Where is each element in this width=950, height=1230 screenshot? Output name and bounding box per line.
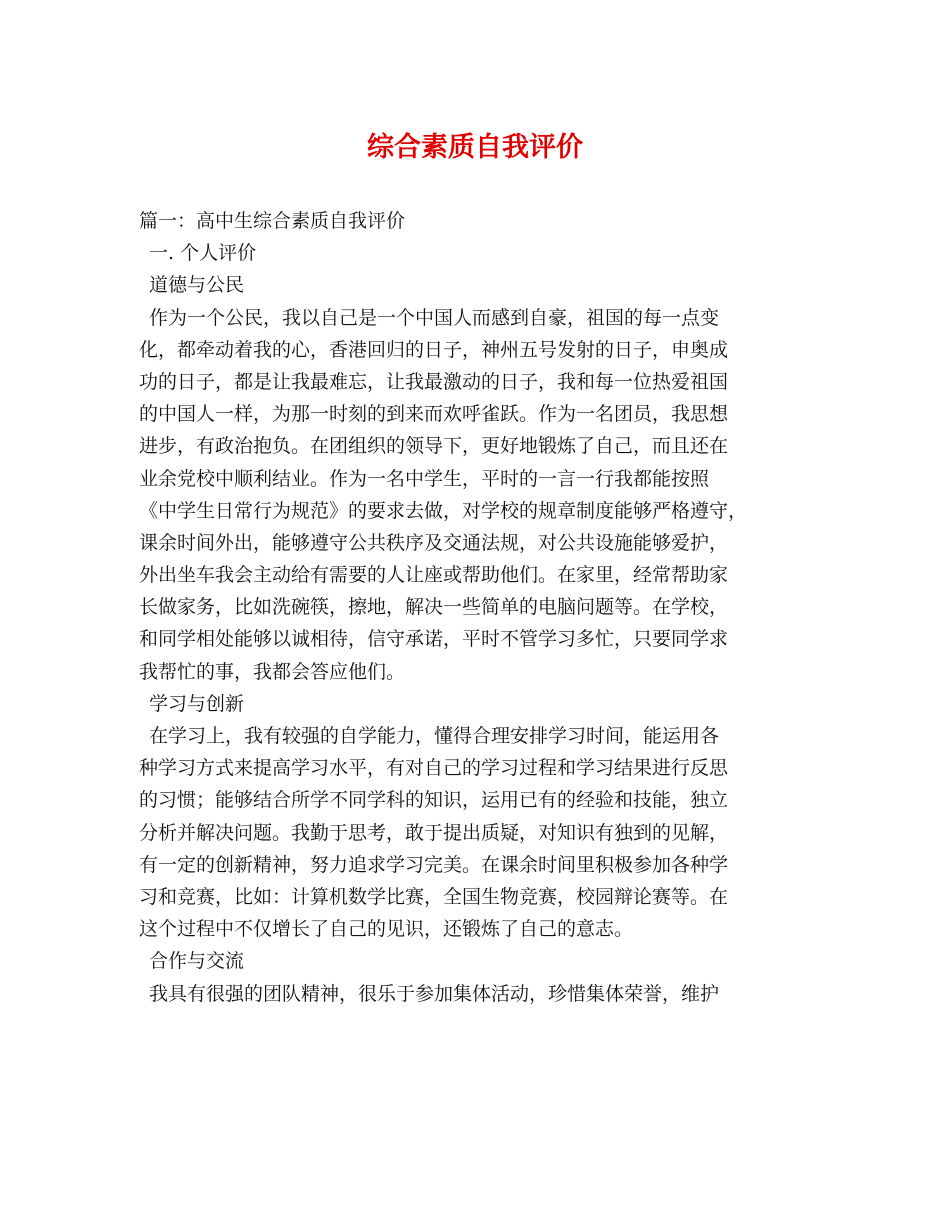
body-line: 的中国人一样，为那一时刻的到来而欢呼雀跃。作为一名团员，我思想 (139, 403, 729, 426)
body-line: 在学习上，我有较强的自学能力，懂得合理安排学习时间，能运用各 (149, 725, 720, 747)
document-title: 综合素质自我评价 (367, 132, 583, 163)
body-line: 功的日子，都是让我最难忘，让我最激动的日子，我和每一位热爱祖国 (139, 370, 729, 393)
body-line: 化，都牵动着我的心，香港回归的日子，神州五号发射的日子，申奥成 (139, 338, 729, 361)
body-line: 业余党校中顺利结业。作为一名中学生，平时的一言一行我都能按照 (139, 467, 710, 490)
body-line: 长做家务，比如洗碗筷，擦地，解决一些简单的电脑问题等。在学校， (139, 596, 729, 619)
body-line: 作为一个公民，我以自己是一个中国人而感到自豪，祖国的每一点变 (149, 306, 720, 329)
body-line: 进步，有政治抱负。在团组织的领导下，更好地锻炼了自己，而且还在 (139, 435, 729, 458)
body-line: 《中学生日常行为规范》的要求去做，对学校的规章制度能够严格遵守， (139, 499, 748, 522)
body-line: 外出坐车我会主动给有需要的人让座或帮助他们。在家里，经常帮助家 (139, 564, 729, 587)
body-line: 课余时间外出，能够遵守公共秩序及交通法规，对公共设施能够爱护， (139, 531, 729, 554)
body-line: 我具有很强的团队精神，很乐于参加集体活动，珍惜集体荣誉，维护 (149, 982, 720, 1005)
section-heading: 一. 个人评价 (149, 242, 257, 265)
body-line: 和同学相处能够以诚相待，信守承诺，平时不管学习多忙，只要同学求 (139, 628, 729, 651)
body-line: 的习惯；能够结合所学不同学科的知识，运用已有的经验和技能，独立 (139, 789, 729, 812)
subsection-heading: 道德与公民 (149, 274, 245, 297)
body-line: 我帮忙的事，我都会答应他们。 (139, 660, 406, 683)
body-line: 习和竞赛，比如：计算机数学比赛，全国生物竞赛，校园辩论赛等。在 (139, 885, 729, 908)
body-line: 分析并解决问题。我勤于思考，敢于提出质疑，对知识有独到的见解， (139, 821, 729, 844)
document-body (139, 205, 822, 1010)
body-line: 有一定的创新精神，努力追求学习完美。在课余时间里积极参加各种学 (139, 853, 729, 876)
body-line: 这个过程中不仅增长了自己的见识，还锻炼了自己的意志。 (139, 918, 634, 941)
subsection-heading: 合作与交流 (149, 950, 245, 973)
subsection-heading: 学习与创新 (149, 692, 245, 715)
body-line: 种学习方式来提高学习水平，有对自己的学习过程和学习结果进行反思 (139, 757, 729, 780)
body-line: 篇一：高中生综合素质自我评价 (139, 210, 406, 232)
